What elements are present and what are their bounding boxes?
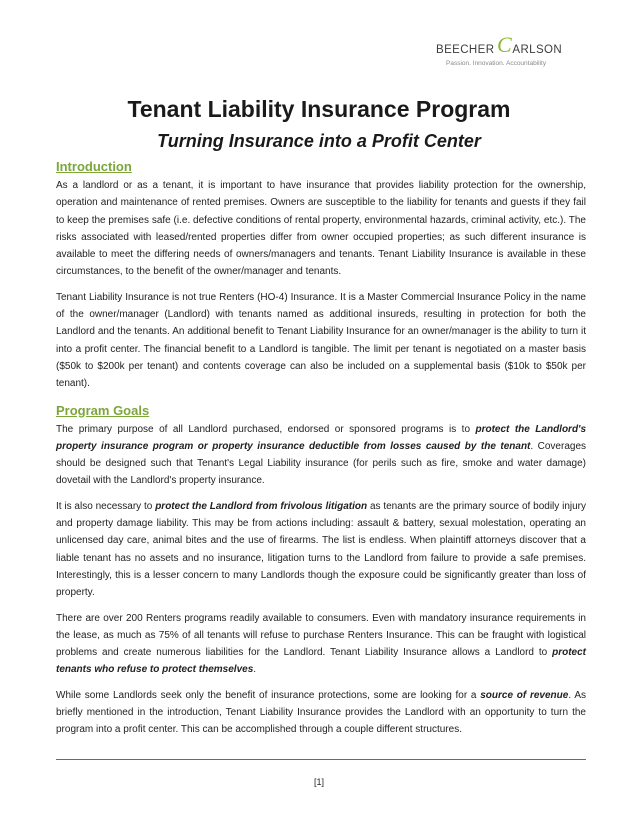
logo-tagline: Passion. Innovation. Accountability (446, 60, 547, 67)
introduction-heading: Introduction (56, 159, 132, 174)
intro-paragraph-1: As a landlord or as a tenant, it is important to have insurance that provides liability protection for the ownership, operation and maintenance of rented premises. Owners are susceptible to the liability for tenants and guests if they fail to keep the premises safe (i.e. defective conditions of rental property, environmental hazards, criminal activity, etc.). The risks associated with leased/rented properties differ from owner occupied properties; as such different insurance is available to meet the differing needs of owners/managers and tenants. Tenant Liability Insurance is available in these circumstances, to the benefit of the owner/manager and tenants. (56, 180, 586, 278)
company-logo (436, 32, 606, 74)
footer-divider (56, 759, 586, 760)
page-title: Tenant Liability Insurance Program (127, 96, 511, 122)
goals-paragraph-4: While some Landlords seek only the benefit of insurance protections, some are looking for a source of revenue. As briefly mentioned in the introduction, Tenant Liability Insurance provides the Landlord with an opportunity to turn the program into a profit center. This can be accomplished through a couple different structures. (56, 689, 586, 736)
program-goals-heading: Program Goals (56, 402, 150, 418)
goals-paragraph-1: The primary purpose of all Landlord purchased, endorsed or sponsored programs is to protect the Landlord's property insurance program or property insurance deductible from losses caused by the tenant. Coverages should be designed such that Tenant's Legal Liability insurance (for perils such as fire, smoke and water damage) dovetail with the Landlord's property insurance. (56, 423, 587, 487)
goals-paragraph-3: There are over 200 Renters programs readily available to consumers. Even with mandatory insurance requirements in the lease, as much as 75% of all tenants will refuse to purchase Renters Insurance. This can be fraught with logistical problems and create numerous liabilities for the Landlord. Tenant Liability Insurance allows a Landlord to protect tenants who refuse to protect themselves. (56, 612, 586, 676)
page-number: [1] (313, 777, 324, 787)
document-body (56, 157, 586, 739)
logo-mark: C (497, 32, 512, 57)
logo-wordmark: BEECHER ARLSON (436, 44, 563, 56)
page-subtitle: Turning Insurance into a Profit Center (157, 131, 481, 151)
goals-paragraph-2: It is also necessary to protect the Landlord from frivolous litigation as tenants are the primary source of bodily injury and property damage liability. This may be from actions including: assault & battery, sexual molestation, operating an unlicensed day care, animal bites and the use of firearms. The list is endless. When plaintiff attorneys discover that a liable tenant has no assets and no insurance, litigation turns to the Landlord from failure to provide a safe premises. Interestingly, this is a lesser concern to many Landlords though the exposure could be significantly greater than loss of property. (56, 500, 586, 599)
intro-paragraph-2: Tenant Liability Insurance is not true Renters (HO-4) Insurance. It is a Master Commercial Insurance Policy in the name of the owner/manager (Landlord) with tenants named as additional insureds, resulting in protection for both the Landlord and the tenants. An additional benefit to Tenant Liability Insurance for an owner/manager is the ability to turn it into a profit center. The financial benefit to a Landlord is tangible. The limit per tenant is negotiated on a master basis ($50k to $200k per tenant) and contents coverage can also be included on a supplemental basis ($10k to $50k per tenant). (56, 291, 586, 390)
